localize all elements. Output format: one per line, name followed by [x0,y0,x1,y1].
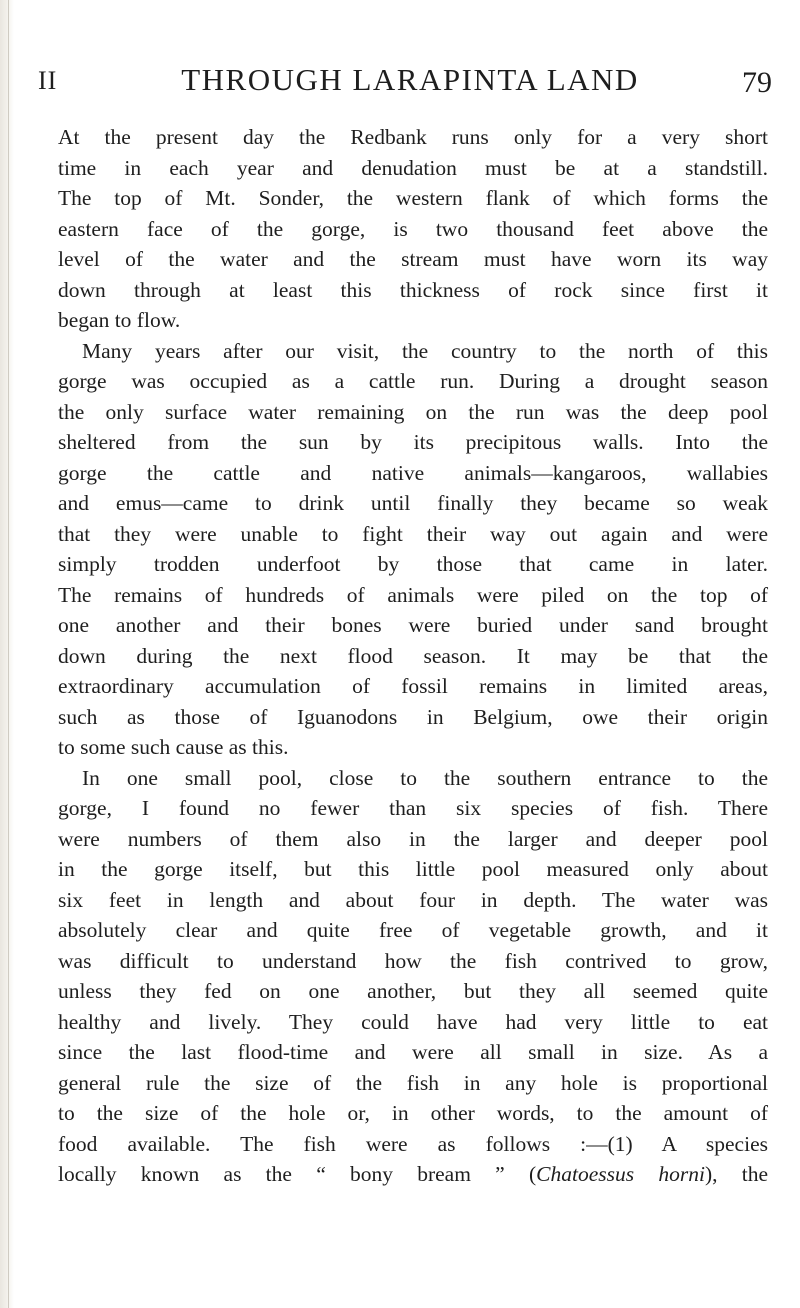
text-line: the only surface water remaining on the run was the deep pool [58,399,768,424]
species-name: Chatoessus horni [536,1162,705,1186]
body-text [58,122,768,1190]
text-line: At the present day the Redbank runs only for a very short [58,125,768,149]
text-line: eastern face of the gorge, is two thousand feet above the [58,216,768,241]
text-line: food available. The fish were as follows :—(1) A species [58,1131,768,1156]
text-line: unless they fed on one another, but they all seemed quite [58,979,768,1003]
text-line: six feet in length and about four in depth. The water was [58,887,768,912]
text-line: began to flow. [58,308,181,332]
text-line: sheltered from the sun by its precipitous walls. Into the [58,430,768,454]
text-line: extraordinary accumulation of fossil remains in limited areas, [58,674,768,698]
gutter-edge [8,0,9,1308]
text-line: to the size of the hole or, in other words, to the amount of [58,1101,768,1125]
text-line: simply trodden underfoot by those that came in later. [58,552,768,576]
text-line: level of the water and the stream must have worn its way [58,247,768,271]
text-line: gorge was occupied as a cattle run. During a drought season [58,369,768,393]
running-head [38,62,772,98]
text-line: general rule the size of the fish in any hole is proportional [58,1070,768,1095]
running-title: THROUGH LARAPINTA LAND [181,62,639,97]
text-line: The top of Mt. Sonder, the western flank of which forms the [58,186,768,210]
final-line-start: locally known as the “ bony bream ” ( [58,1162,537,1186]
text-line: absolutely clear and quite free of vegetable growth, and it [58,918,768,942]
book-gutter [0,0,14,1308]
final-line-end: ), the [704,1162,768,1186]
text-line: and emus—came to drink until finally they became so weak [58,491,768,515]
text-line: time in each year and denudation must be at a standstill. [58,155,768,180]
page-number: 79 [742,66,772,99]
text-line: were numbers of them also in the larger and deeper pool [58,826,768,851]
text-line: since the last flood-time and were all small in size. As a [58,1040,768,1064]
paragraph-start: In one small pool, close to the southern entrance to the [82,765,768,790]
text-line: healthy and lively. They could have had very little to eat [58,1009,768,1034]
text-line: was difficult to understand how the fish contrived to grow, [58,948,768,973]
text-line: down through at least this thickness of rock since first it [58,277,768,302]
text-line: The remains of hundreds of animals were piled on the top of [58,582,768,607]
text-line: that they were unable to fight their way out again and were [58,521,768,546]
text-line: down during the next flood season. It may be that the [58,643,768,668]
text-line-final [58,1159,768,1190]
paragraph-start: Many years after our visit, the country to the north of this [82,338,768,363]
text-line: in the gorge itself, but this little pool measured only about [58,857,768,881]
text-line: gorge, I found no fewer than six species of fish. There [58,796,768,820]
text-line: such as those of Iguanodons in Belgium, owe their origin [58,704,768,729]
text-line: to some such cause as this. [58,735,289,759]
chapter-number: II [38,66,58,95]
text-line: gorge the cattle and native animals—kangaroos, wallabies [58,460,768,485]
text-line: one another and their bones were buried under sand brought [58,613,768,637]
